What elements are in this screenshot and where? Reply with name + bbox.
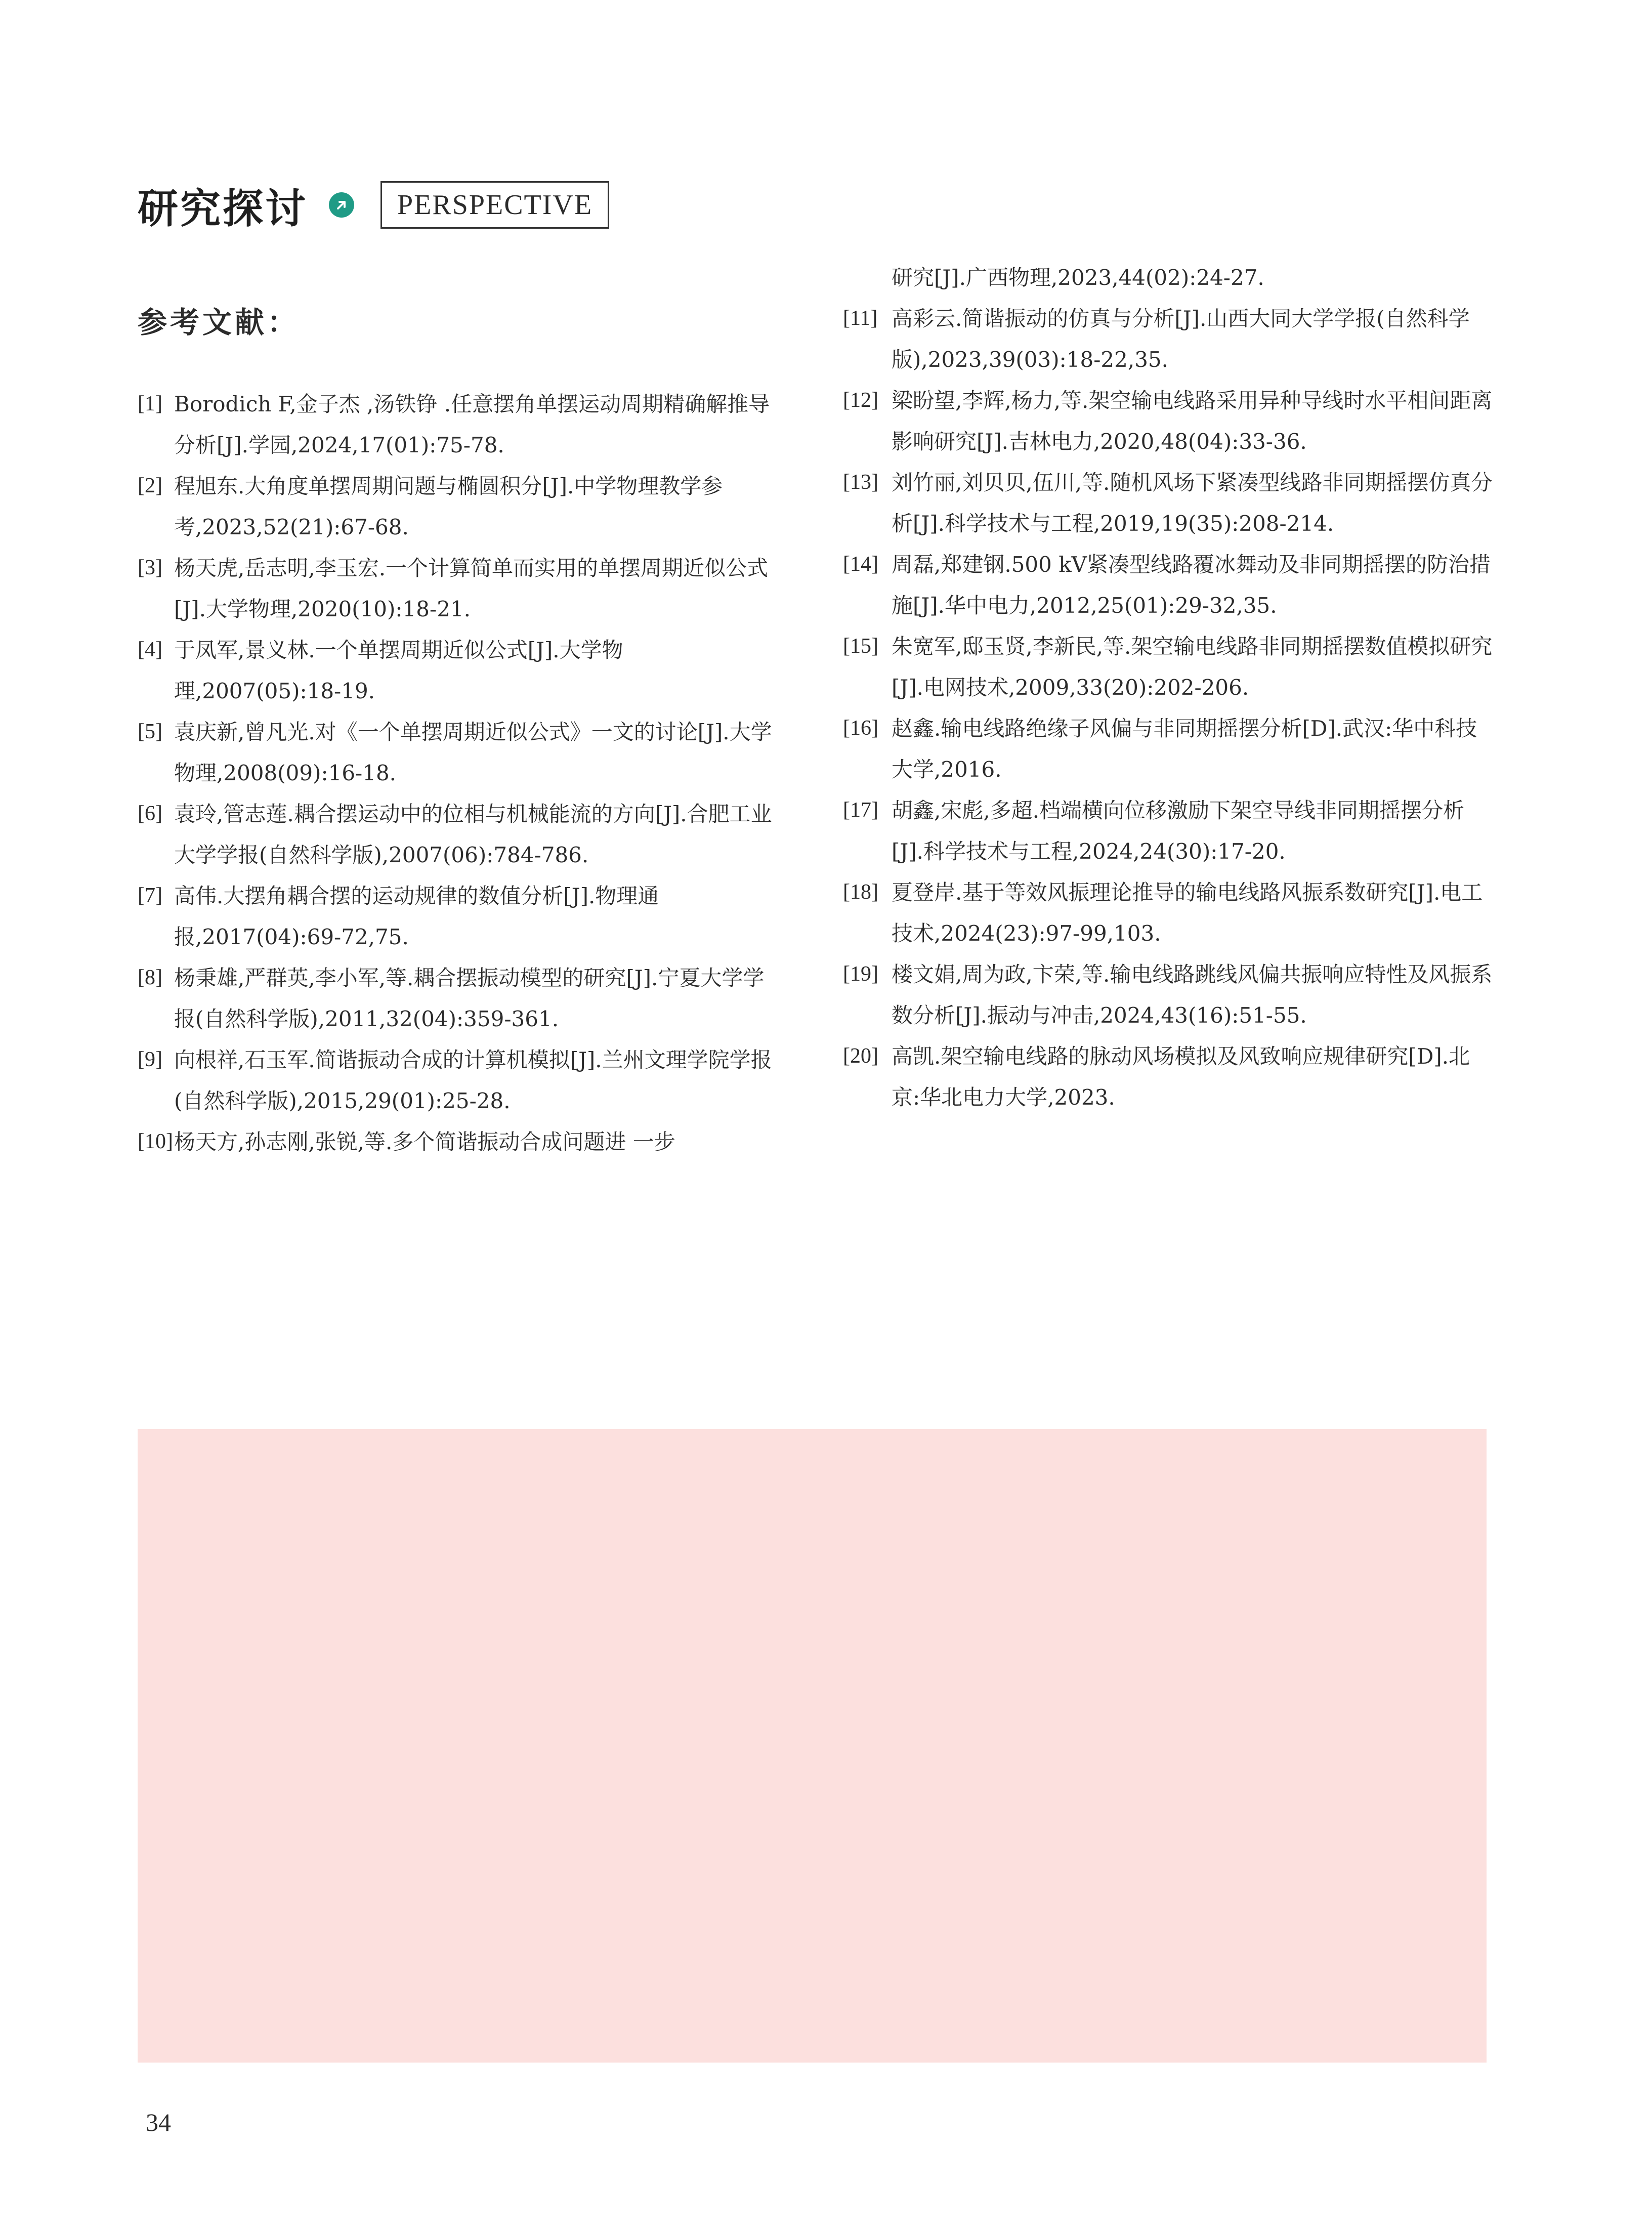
perspective-tag: PERSPECTIVE (380, 181, 609, 229)
reference-text: 胡鑫,宋彪,多超.档端横向位移激励下架空导线非同期摇摆分析[J].科学技术与工程,2024,24(30):17-20. (892, 798, 1465, 864)
references-heading: 参考文献： (138, 305, 300, 340)
reference-item (843, 380, 1496, 462)
reference-text: 夏登岸.基于等效风振理论推导的输电线路风振系数研究[J].电工技术,2024(23):97-99,103. (892, 880, 1483, 946)
reference-number: [18] (843, 880, 878, 904)
reference-text: Borodich F,金子杰 ,汤铁铮 .任意摆角单摆运动周期精确解推导分析[J].学园,2024,17(01):75-78. (174, 392, 770, 457)
reference-number: [5] (138, 720, 162, 743)
reference-text: 朱宽军,邸玉贤,李新民,等.架空输电线路非同期摇摆数值模拟研究[J].电网技术,2009,33(20):202-206. (892, 634, 1493, 700)
reference-number: [11] (843, 307, 878, 330)
reference-number: [13] (843, 471, 878, 494)
reference-number: [7] (138, 884, 162, 907)
reference-item (843, 1036, 1496, 1118)
reference-text: 袁庆新,曾凡光.对《一个单摆周期近似公式》一文的讨论[J].大学物理,2008(09):16-18. (174, 720, 772, 785)
reference-number: [19] (843, 962, 878, 986)
reference-item (138, 548, 785, 629)
reference-number: [20] (843, 1044, 878, 1068)
reference-text: 程旭东.大角度单摆周期问题与椭圆积分[J].中学物理教学参考,2023,52(21):67-68. (174, 474, 723, 539)
reference-item (843, 462, 1496, 544)
reference-continuation (843, 257, 1496, 298)
reference-number: [9] (138, 1048, 162, 1071)
reference-number: [2] (138, 474, 162, 497)
reference-text: 杨天虎,岳志明,李玉宏.一个计算简单而实用的单摆周期近似公式[J].大学物理,2020(10):18-21. (174, 556, 769, 621)
reference-number: [15] (843, 635, 878, 658)
reference-item (138, 957, 785, 1039)
reference-text: 高彩云.简谐振动的仿真与分析[J].山西大同大学学报(自然科学版),2023,39(03):18-22,35. (892, 306, 1470, 372)
reference-item (843, 544, 1496, 626)
reference-text: 于凤军,景义林.一个单摆周期近似公式[J].大学物理,2007(05):18-19. (174, 638, 623, 703)
reference-text: 梁盼望,李辉,杨力,等.架空输电线路采用异种导线时水平相间距离影响研究[J].吉林电力,2020,48(04):33-36. (892, 388, 1493, 454)
reference-text: 高凯.架空输电线路的脉动风场模拟及风致响应规律研究[D].北京:华北电力大学,2023. (892, 1044, 1470, 1110)
reference-item (843, 790, 1496, 872)
reference-text: 杨秉雄,严群英,李小军,等.耦合摆振动模型的研究[J].宁夏大学学报(自然科学版),2011,32(04):359-361. (174, 965, 765, 1031)
reference-text: 高伟.大摆角耦合摆的运动规律的数值分析[J].物理通报,2017(04):69-72,75. (174, 884, 659, 949)
reference-text: 刘竹丽,刘贝贝,伍川,等.随机风场下紧凑型线路非同期摇摆仿真分析[J].科学技术与工程,2019,19(35):208-214. (892, 470, 1493, 536)
reference-item (138, 466, 785, 548)
reference-number: [14] (843, 553, 878, 576)
reference-item (843, 298, 1496, 380)
section-header (138, 172, 609, 238)
reference-number: [10] (138, 1130, 173, 1153)
reference-item (138, 384, 785, 466)
reference-item (138, 1121, 785, 1162)
reference-number: [17] (843, 799, 878, 822)
reference-item (138, 875, 785, 957)
reference-item (843, 954, 1496, 1036)
reference-number: [1] (138, 392, 162, 415)
reference-item (138, 629, 785, 711)
blank-colored-panel (138, 1429, 1487, 2063)
references-right-column (843, 257, 1496, 1118)
reference-number: [3] (138, 556, 162, 579)
reference-text: 袁玲,管志莲.耦合摆运动中的位相与机械能流的方向[J].合肥工业大学学报(自然科学版),2007(06):784-786. (174, 802, 772, 867)
reference-item (138, 793, 785, 875)
reference-item (138, 1039, 785, 1121)
reference-text: 研究[J].广西物理,2023,44(02):24-27. (892, 265, 1264, 290)
reference-number: [6] (138, 802, 162, 825)
reference-item (843, 626, 1496, 708)
page-number: 34 (146, 2108, 171, 2136)
reference-item (843, 872, 1496, 954)
reference-item (843, 708, 1496, 790)
references-left-column (138, 384, 785, 1162)
reference-text: 向根祥,石玉军.简谐振动合成的计算机模拟[J].兰州文理学院学报(自然科学版),2015,29(01):25-28. (174, 1047, 772, 1113)
reference-text: 赵鑫.输电线路绝缘子风偏与非同期摇摆分析[D].武汉:华中科技大学,2016. (892, 716, 1477, 782)
reference-item (138, 711, 785, 793)
reference-text: 杨天方,孙志刚,张锐,等.多个简谐振动合成问题进 一步 (174, 1129, 675, 1154)
reference-number: [8] (138, 966, 162, 989)
reference-text: 周磊,郑建钢.500 kV紧凑型线路覆冰舞动及非同期摇摆的防治措施[J].华中电力,2012,25(01):29-32,35. (892, 552, 1491, 618)
reference-text: 楼文娟,周为政,卞荣,等.输电线路跳线风偏共振响应特性及风振系数分析[J].振动与冲击,2024,43(16):51-55. (892, 962, 1493, 1028)
reference-number: [16] (843, 717, 878, 740)
section-title: 研究探讨 (138, 185, 308, 232)
arrow-up-right-icon (329, 192, 354, 218)
reference-number: [4] (138, 638, 162, 661)
reference-number: [12] (843, 389, 878, 412)
